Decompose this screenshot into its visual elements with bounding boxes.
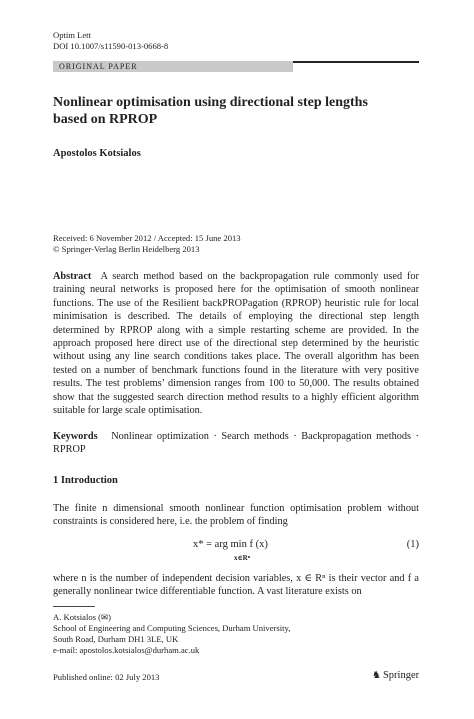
- footnote-author: A. Kotsialos (✉): [53, 612, 112, 622]
- journal-name: Optim Lett: [53, 30, 91, 40]
- publisher-logo: [372, 670, 419, 681]
- keywords-label: Keywords: [53, 431, 98, 442]
- abstract-label: Abstract: [53, 271, 92, 282]
- springer-horse-icon: ♞: [372, 670, 381, 681]
- footnote-affiliation: School of Engineering and Computing Sciences, Durham University,: [53, 623, 291, 633]
- abstract-text: A search method based on the backpropagation rule commonly used for training neural networks is proposed here for the optimisation of smooth nonlinear functions. The use of the Resilient backPROPagation (RPROP) heuristic rule for local minimisation is described. The details of employing the directional step length determined by RPROP along with a simple restarting scheme are provided. In the approach proposed here direct use of the directional step determined by the heuristic without using any line search conditions takes place. The overall algorithm has been tested on a number of benchmark functions found in the literature with very positive results. The test problems’ dimension ranges from 100 to 50,000. The results obtained show that the suggested search direction method results to a highly efficient algorithm suitable for large scale optimisation.: [53, 271, 419, 417]
- author-footnote: [53, 612, 290, 656]
- intro-paragraph-2: where n is the number of independent decision variables, x ∈ Rⁿ is their vector and f a generally nonlinear twice differentiable function. A vast literature exists on: [53, 573, 419, 598]
- equation-subscript: x∈Rⁿ: [234, 554, 251, 562]
- doi: DOI 10.1007/s11590-013-0668-8: [53, 41, 169, 51]
- copyright: © Springer-Verlag Berlin Heidelberg 2013: [53, 244, 200, 254]
- equation-body: x* = arg min f (x): [193, 539, 268, 550]
- article-dates: [53, 233, 241, 255]
- paper-title: Nonlinear optimisation using directional step lengths based on RPROP: [53, 95, 368, 127]
- author-name: Apostolos Kotsialos: [53, 148, 141, 159]
- footnote-email: e-mail: apostolos.kotsialos@durham.ac.uk: [53, 645, 200, 655]
- section-heading: 1 Introduction: [53, 475, 118, 486]
- footnote-address: South Road, Durham DH1 3LE, UK: [53, 634, 179, 644]
- header-rule: [293, 61, 419, 63]
- published-online: Published online: 02 July 2013: [53, 672, 160, 682]
- equation-number: (1): [406, 539, 419, 550]
- received-accepted: Received: 6 November 2012 / Accepted: 15 June 2013: [53, 233, 241, 243]
- keywords: [53, 430, 419, 457]
- article-category-banner: ORIGINAL PAPER: [53, 61, 293, 72]
- intro-paragraph: The finite n dimensional smooth nonlinear function optimisation problem without constraints is considered here, i.e. the problem of finding: [53, 503, 419, 528]
- equation-1: [53, 539, 419, 569]
- publisher-name: Springer: [382, 670, 420, 681]
- abstract: [53, 270, 419, 417]
- footnote-rule: [53, 606, 95, 607]
- keywords-text: Nonlinear optimization · Search methods · Backpropagation methods · RPROP: [53, 431, 419, 456]
